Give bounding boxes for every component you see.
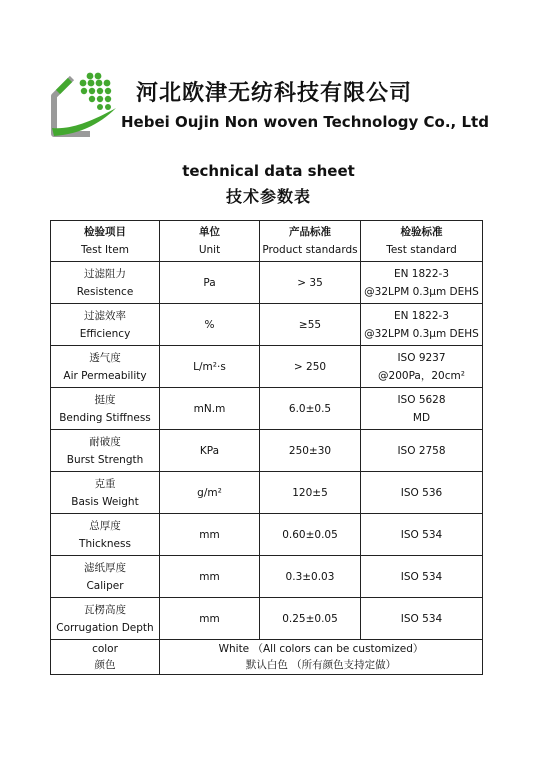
test-condition-line: @200Pa，20cm² — [378, 369, 465, 382]
test-item-en: Burst Strength — [66, 453, 144, 466]
product-standard-cell: 120±5 — [260, 472, 361, 514]
table-row — [51, 472, 483, 514]
table-row — [51, 556, 483, 598]
color-label-cell — [51, 640, 160, 675]
unit-cell: mm — [160, 598, 260, 640]
test-standard-cell — [361, 262, 483, 304]
column-header-en: Unit — [198, 244, 221, 256]
unit-cell: % — [160, 304, 260, 346]
test-standard-cell — [361, 346, 483, 388]
column-header-en: Test Item — [81, 244, 129, 256]
company-logo — [50, 68, 122, 138]
column-header-en: Product standards — [262, 244, 358, 256]
color-label-en: color — [92, 643, 118, 655]
document-title-en: technical data sheet — [182, 162, 355, 180]
document-title-cn: 技术参数表 — [225, 187, 311, 206]
column-header-cn: 检验标准 — [400, 226, 443, 238]
color-value-cell — [160, 640, 483, 675]
test-standard-cell — [361, 304, 483, 346]
test-item-cn: 耐破度 — [89, 435, 121, 448]
test-item-cell — [51, 472, 160, 514]
product-standard-cell: 6.0±0.5 — [260, 388, 361, 430]
unit-cell: mm — [160, 514, 260, 556]
test-item-cell — [51, 388, 160, 430]
company-name-en: Hebei Oujin Non woven Technology Co., Ltd — [121, 113, 489, 131]
test-item-cn: 克重 — [94, 477, 116, 490]
table-row — [51, 430, 483, 472]
test-item-cn: 挺度 — [94, 393, 116, 406]
test-item-cell — [51, 346, 160, 388]
test-item-cn: 过滤阻力 — [84, 267, 126, 280]
test-condition-line: @32LPM 0.3μm DEHS — [364, 285, 479, 298]
test-standard-line: ISO 5628 — [397, 393, 446, 406]
product-standard-cell: > 250 — [260, 346, 361, 388]
test-item-cell — [51, 304, 160, 346]
test-item-cn: 过滤效率 — [84, 309, 126, 322]
column-header — [160, 221, 260, 262]
company-name-cn: 河北欧津无纺科技有限公司 — [136, 81, 413, 106]
test-item-en: Caliper — [86, 579, 124, 592]
column-header-en: Test standard — [386, 244, 457, 256]
unit-cell: Pa — [160, 262, 260, 304]
test-standard-cell — [361, 388, 483, 430]
unit-cell: L/m²·s — [160, 346, 260, 388]
product-standard-cell: > 35 — [260, 262, 361, 304]
test-item-en: Corrugation Depth — [56, 621, 154, 634]
product-standard-cell: 0.25±0.05 — [260, 598, 361, 640]
test-standard-line: EN 1822-3 — [393, 309, 450, 322]
test-item-cell — [51, 598, 160, 640]
unit-cell: g/m² — [160, 472, 260, 514]
unit-cell: mm — [160, 556, 260, 598]
table-row — [51, 304, 483, 346]
test-item-cell — [51, 262, 160, 304]
test-item-cell — [51, 514, 160, 556]
product-standard-cell: 0.60±0.05 — [260, 514, 361, 556]
table-row — [51, 598, 483, 640]
test-standard-cell: ISO 536 — [361, 472, 483, 514]
color-label-cn: 颜色 — [94, 659, 116, 671]
product-standard-cell: 0.3±0.03 — [260, 556, 361, 598]
color-value-en: White （All colors can be customized） — [218, 643, 424, 655]
column-header-cn: 单位 — [199, 226, 220, 238]
table-header-row — [51, 221, 483, 262]
test-item-en: Efficiency — [79, 327, 131, 340]
color-value-cn: 默认白色 （所有颜色支持定做） — [245, 659, 397, 671]
test-item-en: Bending Stiffness — [59, 411, 151, 424]
unit-cell: mN.m — [160, 388, 260, 430]
column-header-cn: 检验项目 — [84, 226, 126, 238]
table-row — [51, 262, 483, 304]
test-item-en: Resistence — [76, 285, 134, 298]
technical-data-table — [50, 220, 483, 675]
column-header — [51, 221, 160, 262]
table-row — [51, 514, 483, 556]
test-standard-cell: ISO 534 — [361, 556, 483, 598]
column-header-cn: 产品标准 — [289, 226, 331, 238]
column-header — [260, 221, 361, 262]
test-condition-line: @32LPM 0.3μm DEHS — [364, 327, 479, 340]
table-row — [51, 388, 483, 430]
test-condition-line: MD — [412, 411, 431, 424]
table-row — [51, 346, 483, 388]
test-standard-line: EN 1822-3 — [393, 267, 450, 280]
column-header — [361, 221, 483, 262]
test-standard-cell: ISO 534 — [361, 514, 483, 556]
test-item-en: Basis Weight — [71, 495, 139, 508]
test-item-cell — [51, 556, 160, 598]
test-item-cn: 滤纸厚度 — [84, 561, 126, 574]
test-standard-line: ISO 9237 — [397, 351, 446, 364]
test-item-en: Thickness — [79, 537, 131, 550]
unit-cell: KPa — [160, 430, 260, 472]
product-standard-cell: ≥55 — [260, 304, 361, 346]
test-standard-cell: ISO 2758 — [361, 430, 483, 472]
test-item-en: Air Permeability — [63, 369, 147, 382]
test-item-cn: 透气度 — [89, 351, 121, 364]
test-item-cell — [51, 430, 160, 472]
logo-icon — [50, 68, 122, 138]
test-item-cn: 瓦楞高度 — [84, 603, 126, 616]
test-standard-cell: ISO 534 — [361, 598, 483, 640]
table-row-color — [51, 640, 483, 675]
test-item-cn: 总厚度 — [89, 519, 121, 532]
product-standard-cell: 250±30 — [260, 430, 361, 472]
